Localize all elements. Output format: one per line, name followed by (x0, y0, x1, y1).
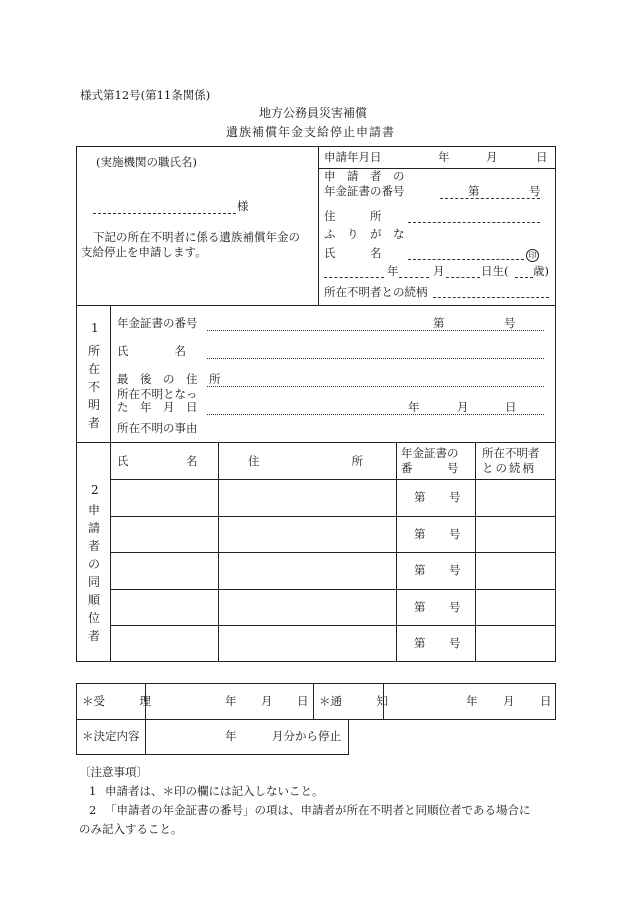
note1-text: 申請者は、＊印の欄には記入しないこと。 (105, 784, 324, 798)
applicant-cert-go: 号 (529, 184, 541, 198)
s2-header-cert-2: 番 号 (401, 461, 459, 475)
age-line[interactable] (515, 277, 533, 278)
last-address-line[interactable] (207, 386, 544, 387)
divider-label-column (110, 305, 111, 662)
s2-row5-go: 号 (449, 636, 461, 650)
date-month: 月 (486, 150, 498, 164)
notice-month: 月 (503, 694, 515, 708)
date-year: 年 (438, 150, 450, 164)
birth-year-line[interactable] (324, 277, 384, 278)
missing-date-day: 日 (505, 400, 517, 414)
applicant-address-line[interactable] (408, 222, 540, 223)
s2-row1-dai: 第 (414, 490, 426, 504)
missing-cert-go: 号 (504, 316, 516, 330)
receipt-year: 年 (225, 694, 237, 708)
date-day: 日 (536, 150, 548, 164)
divider-mid (76, 442, 556, 443)
decision-label: ＊決定内容 (82, 729, 140, 743)
notice-day: 日 (540, 694, 552, 708)
s2-row-line-5 (110, 625, 556, 626)
agency-label: (実施機関の職氏名) (96, 155, 197, 169)
divider-top-vertical (318, 146, 319, 305)
missing-cert-line[interactable] (207, 330, 544, 331)
birth-suffix: 日生( (481, 264, 509, 278)
s2-row-line-3 (110, 552, 556, 553)
applicant-relation-label: 所在不明者との続柄 (324, 285, 428, 299)
note2-text-line2: のみ記入すること。 (79, 822, 183, 836)
missing-date-month: 月 (457, 400, 469, 414)
s2-header-name: 氏 名 (117, 454, 198, 468)
missing-date-line[interactable] (207, 414, 544, 415)
decision-month-stop: 月分から停止 (272, 729, 341, 743)
birth-day-line[interactable] (446, 277, 480, 278)
applicant-cert-dai: 第 (468, 184, 480, 198)
missing-date-label-1: 所在不明となっ (117, 387, 198, 401)
applicant-name-label: 氏 名 (324, 246, 382, 260)
application-date-label: 申請年月日 (324, 150, 382, 164)
office-divider-4 (145, 719, 146, 755)
s2-row3-go: 号 (449, 563, 461, 577)
section2-number: 2 (91, 483, 99, 497)
s2-row-line-1 (110, 479, 556, 480)
applicant-name-line[interactable] (408, 259, 524, 260)
receipt-day: 日 (297, 694, 309, 708)
missing-date-year: 年 (408, 400, 420, 414)
s2-header-address: 住 所 (248, 454, 363, 468)
birth-year: 年 (387, 264, 399, 278)
s2-row5-dai: 第 (414, 636, 426, 650)
request-text-line1: 下記の所在不明者に係る遺族補償年金の (93, 230, 300, 244)
agency-name-line[interactable] (93, 213, 236, 214)
form-title-line2: 遺族補償年金支給停止申請書 (226, 125, 396, 139)
notice-label: ＊通 知 (319, 694, 388, 708)
note1-number: 1 (89, 784, 97, 798)
applicant-address-label: 住 所 (324, 209, 382, 223)
applicant-cert-label: 年金証書の番号 (324, 184, 405, 198)
s2-row4-go: 号 (449, 600, 461, 614)
missing-name-label: 氏 名 (117, 344, 186, 358)
notice-year: 年 (466, 694, 478, 708)
s2-row3-dai: 第 (414, 563, 426, 577)
note2-text-line1: 「申請者の年金証書の番号」の項は、申請者が所在不明者と同順位者である場合に (105, 803, 531, 817)
request-text-line2: 支給停止を申請します。 (81, 245, 207, 259)
s2-row-line-4 (110, 589, 556, 590)
birth-month-line[interactable] (399, 277, 429, 278)
form-number: 様式第12号(第11条関係) (80, 88, 211, 102)
missing-date-label-2: た 年 月 日 (117, 400, 198, 414)
receipt-label: ＊受 理 (82, 694, 151, 708)
section1-number: 1 (91, 321, 99, 335)
divider-top (76, 305, 556, 306)
birth-month: 月 (433, 264, 445, 278)
s2-header-relation-1: 所在不明者 (482, 446, 540, 460)
applicant-relation-line[interactable] (433, 297, 549, 298)
applicant-furigana-label: ふ り が な (324, 227, 405, 241)
form-title-line1: 地方公務員災害補償 (259, 106, 368, 120)
age-suffix: 歳) (533, 264, 549, 278)
missing-name-line[interactable] (207, 358, 544, 359)
s2-header-cert-1: 年金証書の (401, 446, 459, 460)
seal-mark: 印 (526, 249, 539, 262)
note2-number: 2 (89, 803, 97, 817)
s2-row2-dai: 第 (414, 527, 426, 541)
missing-cert-label: 年金証書の番号 (117, 316, 198, 330)
decision-year: 年 (225, 729, 237, 743)
s2-row-line-2 (110, 516, 556, 517)
last-address-label: 最 後 の 住 所 (117, 372, 221, 386)
s2-header-relation-2: との続柄 (482, 461, 536, 475)
s2-row1-go: 号 (449, 490, 461, 504)
missing-cert-dai: 第 (433, 316, 445, 330)
section2-label: 申請者の同順位者 (87, 503, 100, 643)
applicant-cert-line[interactable] (440, 198, 540, 199)
notes-heading: 〔注意事項〕 (79, 765, 148, 779)
s2-row4-dai: 第 (414, 600, 426, 614)
office-divider-2 (313, 683, 314, 720)
receipt-month: 月 (261, 694, 273, 708)
sama-label: 様 (237, 199, 249, 213)
missing-reason-label: 所在不明の事由 (117, 421, 198, 435)
s2-row2-go: 号 (449, 527, 461, 541)
applicant-label: 申 請 者 の (324, 169, 405, 183)
section1-label: 所在不明者 (87, 344, 100, 430)
